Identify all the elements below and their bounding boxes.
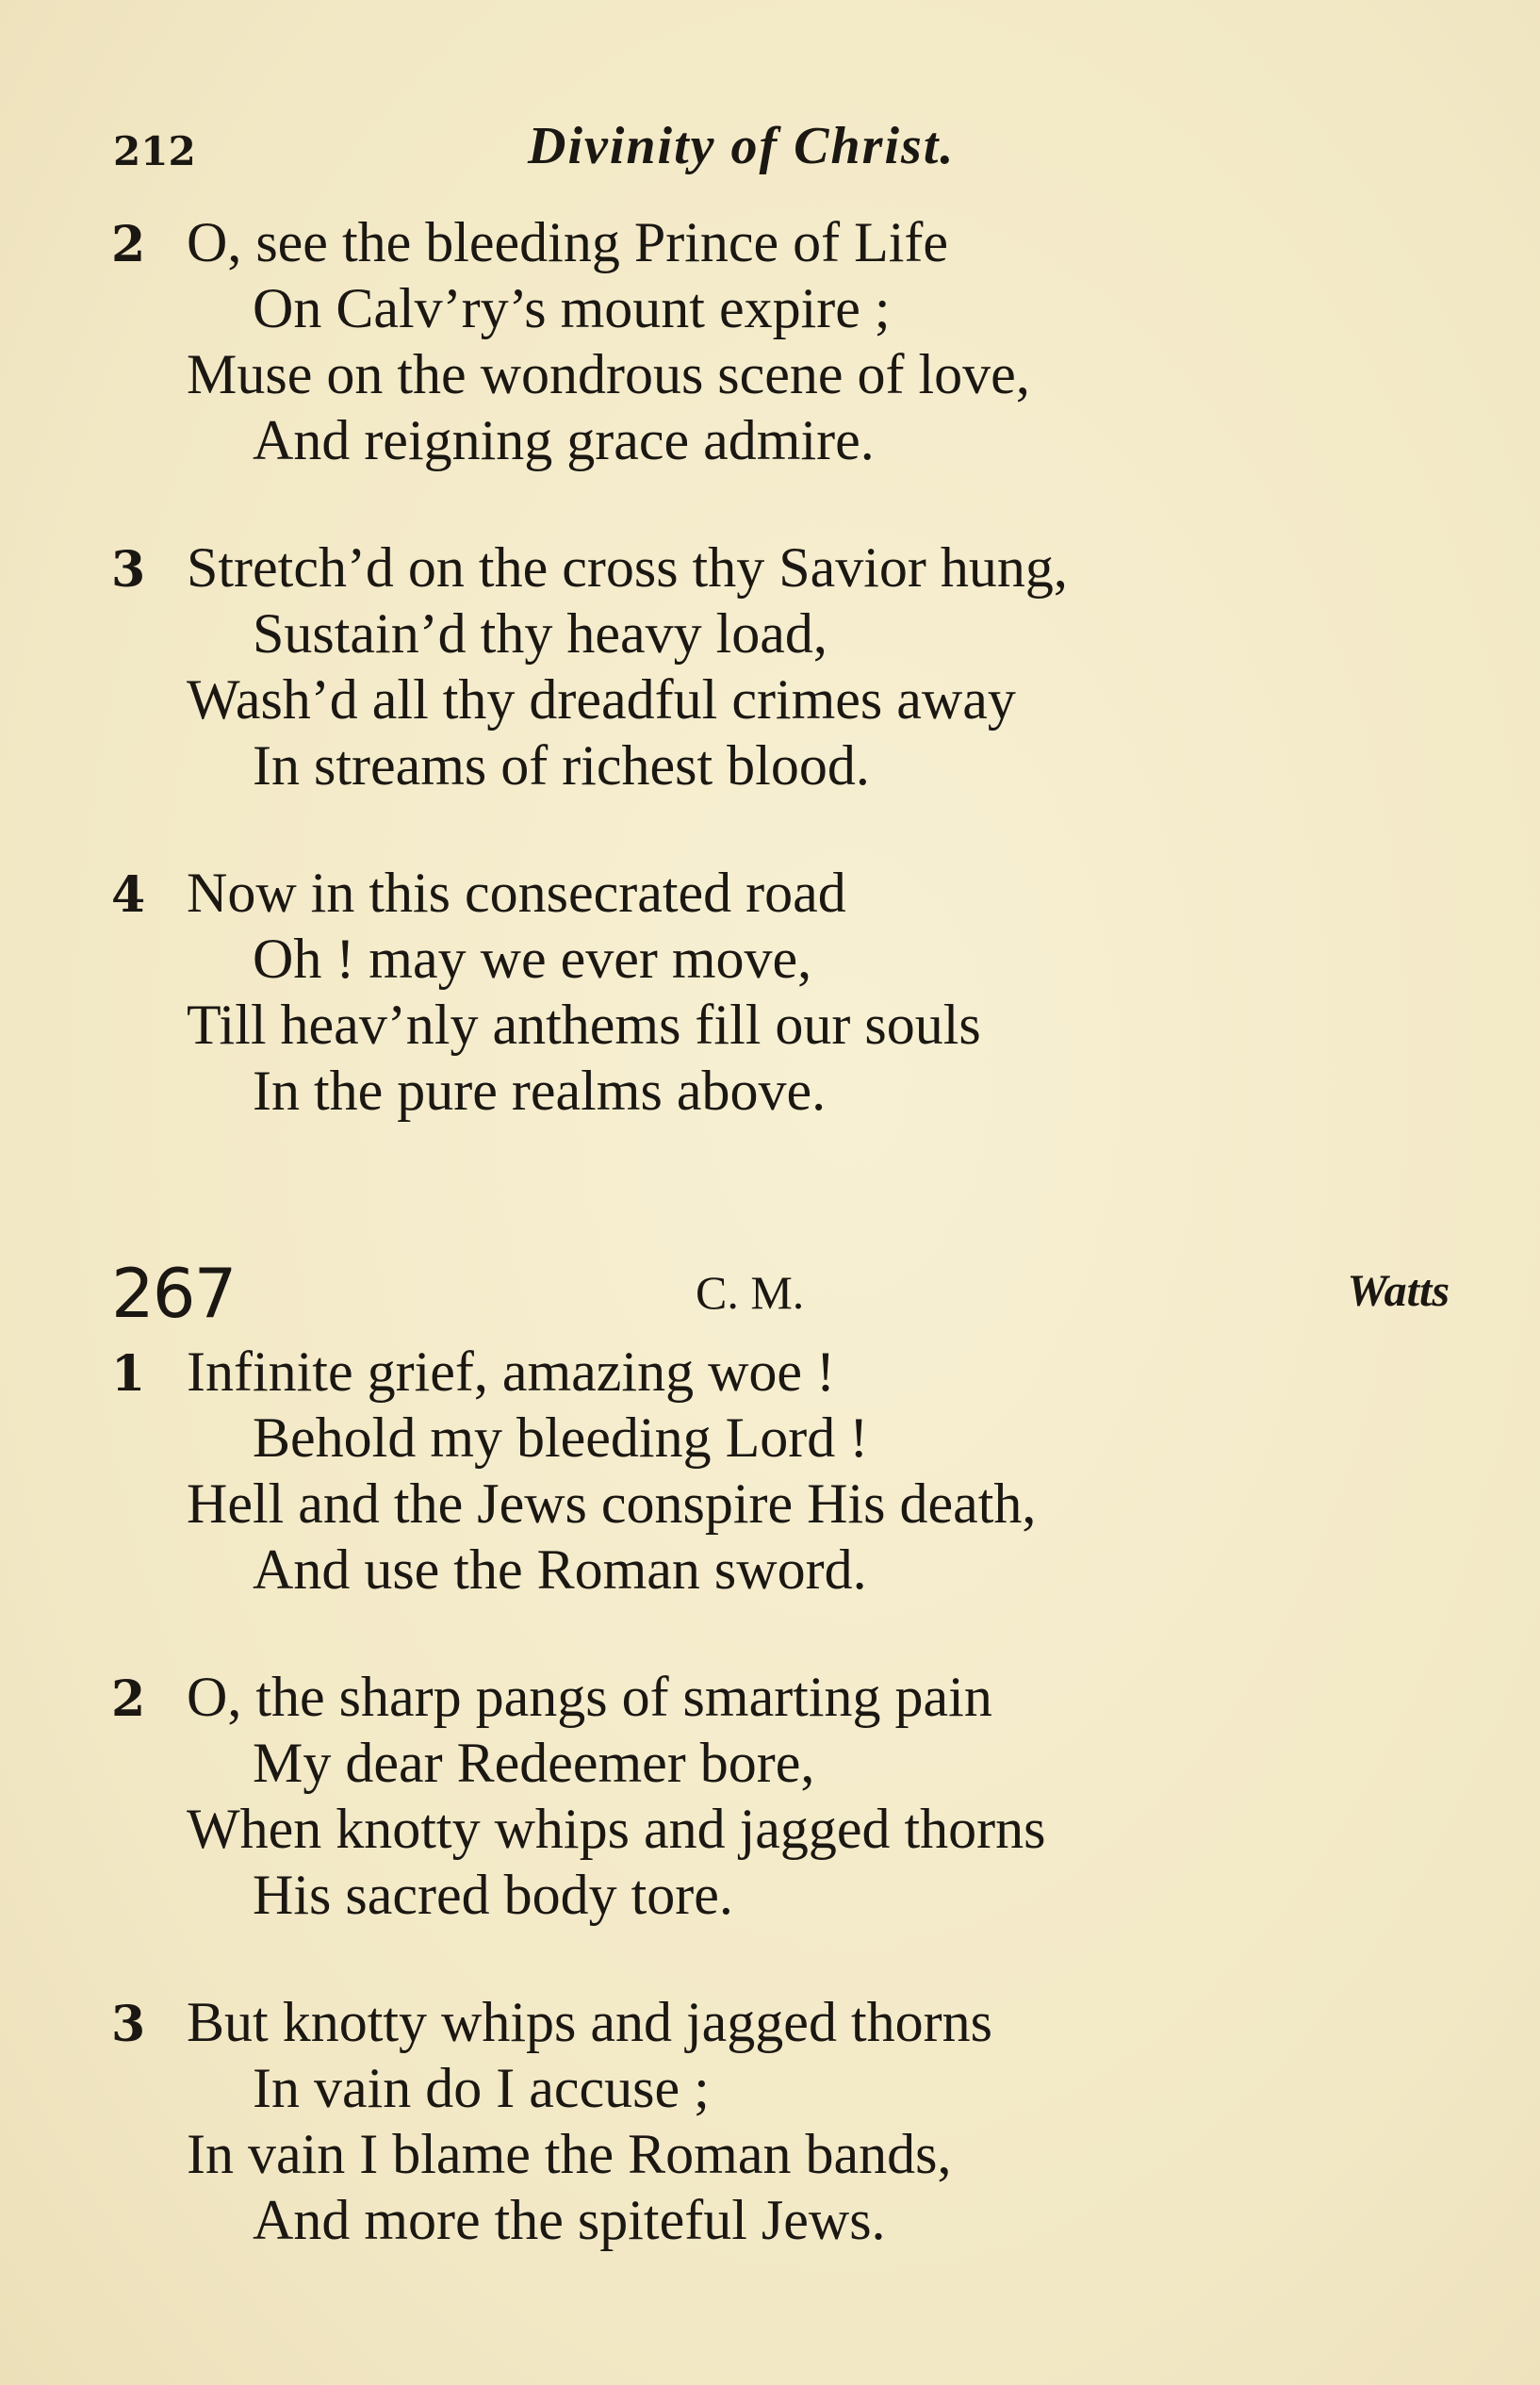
verse-line: When knotty whips and jagged thorns [187, 1798, 1046, 1860]
running-head [113, 111, 1338, 187]
verse-line: 1 Infinite grief, amazing woe ! [111, 1339, 1450, 1405]
verse-line: And reigning grace admire. [253, 409, 875, 471]
stanza-number: 2 [111, 1670, 146, 1728]
stanza-number: 3 [111, 541, 146, 599]
verse-line: And use the Roman sword. [253, 1538, 867, 1601]
verse-line: Sustain’d thy heavy load, [253, 602, 827, 665]
verse-line: 2 O, the sharp pangs of smarting pain [111, 1664, 1450, 1730]
verse-line: And more the spiteful Jews. [253, 2189, 886, 2251]
stanza-number: 2 [111, 216, 146, 273]
verse-line: Hell and the Jews conspire His death, [187, 1472, 1037, 1535]
verse-line: Wash’d all thy dreadful crimes away [187, 668, 1016, 731]
verse-line: In vain do I accuse ; [253, 2057, 710, 2119]
verse-line: 3 Stretch’d on the cross thy Savior hung, [111, 535, 1450, 600]
verse-line: In streams of richest blood. [253, 734, 870, 797]
verse-line: Muse on the wondrous scene of love, [187, 343, 1030, 405]
running-title: Divinity of Christ. [528, 117, 956, 175]
page-number: 212 [113, 128, 196, 174]
verse-line: In vain I blame the Roman bands, [187, 2123, 952, 2185]
verse-line: In the pure realms above. [253, 1060, 827, 1122]
verse-line: Oh ! may we ever move, [253, 928, 812, 990]
hymn-meter: C. M. [696, 1266, 805, 1319]
hymn-number: 267 [111, 1254, 236, 1333]
verse-line: Till heav’nly anthems fill our souls [187, 994, 981, 1056]
stanza-3-prev [111, 535, 1450, 798]
stanza-3 [111, 1989, 1450, 2253]
verse-line: 3 But knotty whips and jagged thorns [111, 1989, 1450, 2055]
verse-line: 2 O, see the bleeding Prince of Life [111, 209, 1450, 275]
verse-line: His sacred body tore. [253, 1864, 733, 1926]
verse-line: 4 Now in this consecrated road [111, 860, 1450, 926]
stanza-2-prev [111, 209, 1450, 473]
stanza-1 [111, 1339, 1450, 1603]
verse-line: On Calv’ry’s mount expire ; [253, 277, 891, 339]
verse-line: Behold my bleeding Lord ! [253, 1406, 869, 1469]
stanza-2 [111, 1664, 1450, 1928]
verse-line: My dear Redeemer bore, [253, 1732, 815, 1794]
stanza-number: 4 [111, 866, 146, 924]
hymn-author: Watts [1347, 1266, 1450, 1316]
stanza-number: 1 [111, 1345, 146, 1403]
stanza-number: 3 [111, 1996, 146, 2053]
hymn-header [111, 1254, 1450, 1339]
stanza-4-prev [111, 860, 1450, 1124]
